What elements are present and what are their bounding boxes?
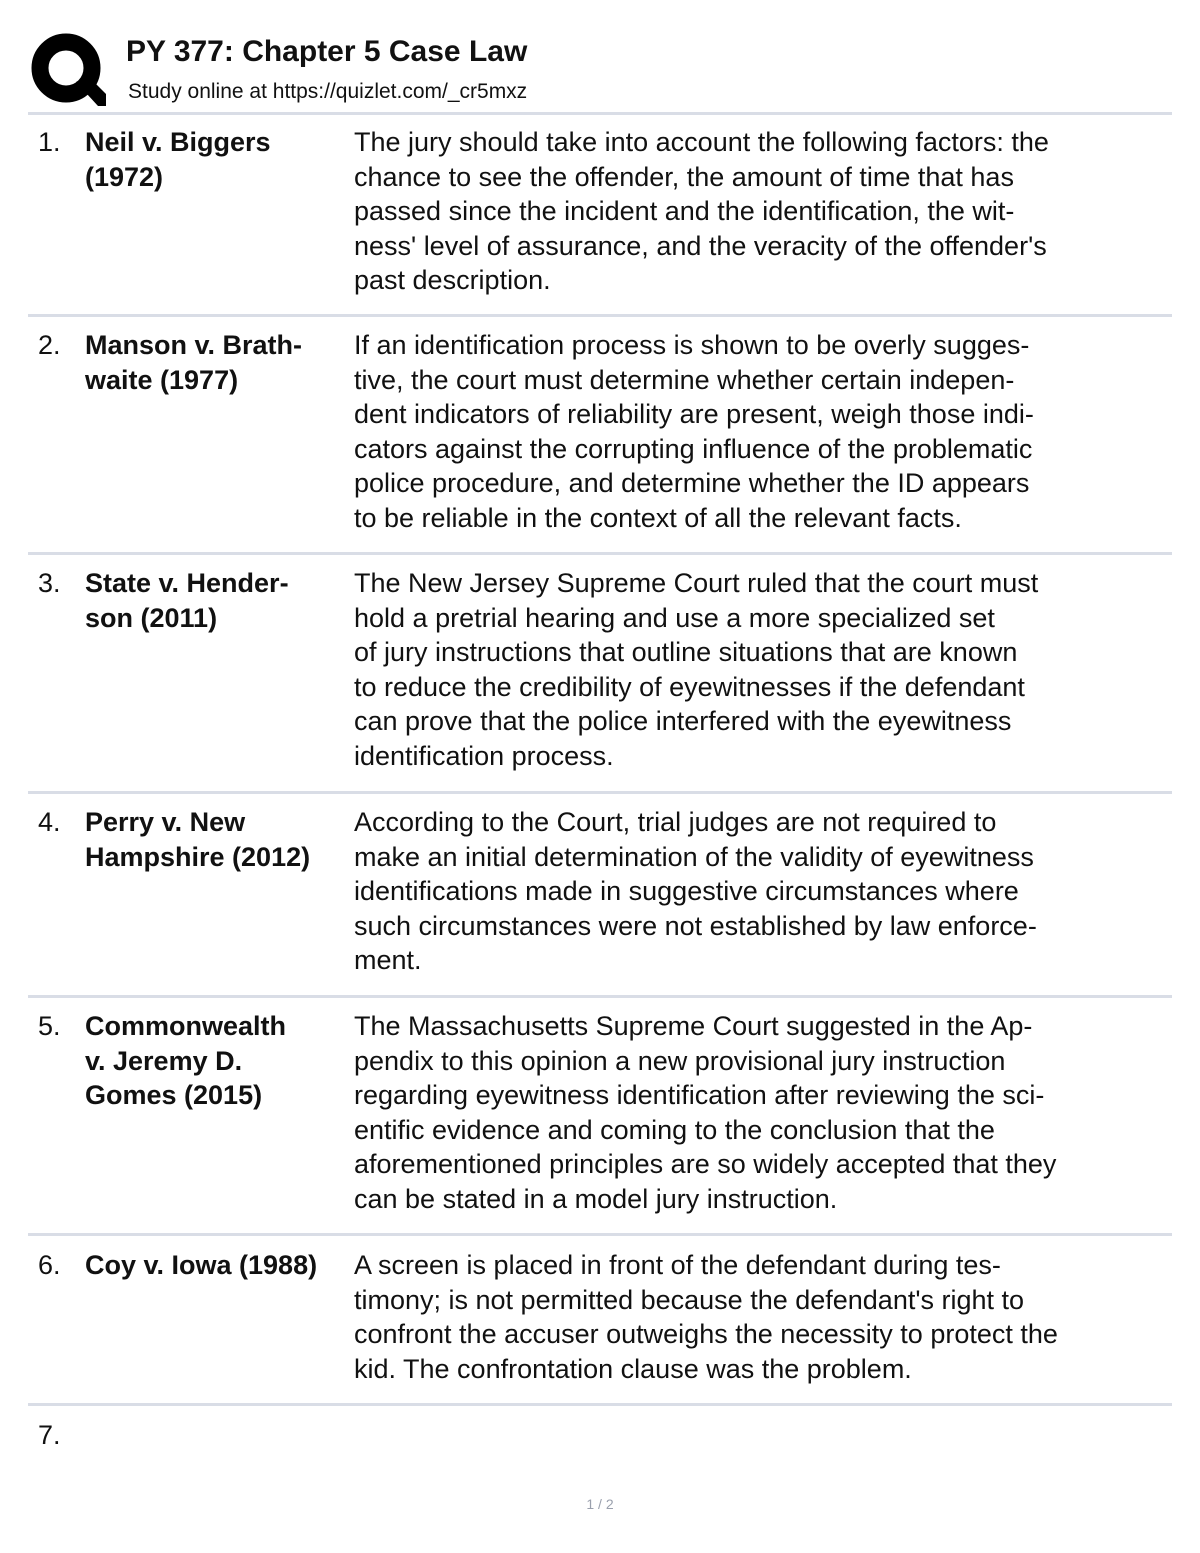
- card-definition: A screen is placed in front of the defendant during tes- timony; is not permitted because the defendant's right to confront the accuser outweighs the necessity to protect the kid. The confrontation clause was the problem.: [354, 1250, 1058, 1384]
- card-number: 3.: [38, 568, 61, 598]
- quizlet-logo-icon: [30, 32, 106, 108]
- card-term: Commonwealth v. Jeremy D. Gomes (2015): [85, 1011, 287, 1111]
- page-indicator: 1 / 2: [586, 1496, 614, 1512]
- document-title: PY 377: Chapter 5 Case Law: [126, 35, 528, 68]
- divider: [28, 1403, 1172, 1406]
- divider: [28, 1233, 1172, 1236]
- study-online-link[interactable]: Study online at https://quizlet.com/_cr5mxz: [128, 80, 528, 103]
- card-term: Neil v. Biggers (1972): [85, 127, 271, 192]
- divider: [28, 314, 1172, 317]
- card-number: 6.: [38, 1250, 61, 1280]
- card-definition: If an identification process is shown to be overly sugges- tive, the court must determine whether certain indepen- dent indicators of reliability are present, weigh those indi- cators against the corrupting influence of the problematic police procedure, and determine whether the ID appears to be reliable in the context of all the relevant facts.: [354, 330, 1034, 533]
- card-number: 4.: [38, 807, 61, 837]
- card-definition: According to the Court, trial judges are not required to make an initial determination of the validity of eyewitness identifications made in suggestive circumstances where such circumstances were not established by law enforce- ment.: [354, 807, 1037, 976]
- card-term: Coy v. Iowa (1988): [85, 1250, 318, 1280]
- card-number: 1.: [38, 127, 61, 157]
- card-number: 2.: [38, 330, 61, 360]
- document-header: [28, 28, 1172, 112]
- divider: [28, 995, 1172, 998]
- divider: [28, 791, 1172, 794]
- divider: [28, 552, 1172, 555]
- card-definition: The Massachusetts Supreme Court suggested in the Ap- pendix to this opinion a new provisional jury instruction regarding eyewitness identification after reviewing the sci- entific evidence and coming to the conclusion that the aforementioned principles are so widely accepted that they can be stated in a model jury instruction.: [354, 1011, 1057, 1214]
- card-number: 7.: [38, 1420, 61, 1450]
- divider: [28, 112, 1172, 115]
- card-term: Perry v. New Hampshire (2012): [85, 807, 311, 872]
- card-term: State v. Hender- son (2011): [85, 568, 289, 633]
- card-term: Manson v. Brath- waite (1977): [85, 330, 303, 395]
- card-definition: The New Jersey Supreme Court ruled that the court must hold a pretrial hearing and use a more specialized set of jury instructions that outline situations that are known to reduce the credibility of eyewitnesses if the defendant can prove that the police interfered with the eyewitness identification process.: [354, 568, 1039, 771]
- card-definition: The jury should take into account the following factors: the chance to see the offender, the amount of time that has passed since the incident and the identification, the wit- ness' level of assurance, and the veracity of the offender's past description.: [354, 127, 1049, 296]
- card-number: 5.: [38, 1011, 61, 1041]
